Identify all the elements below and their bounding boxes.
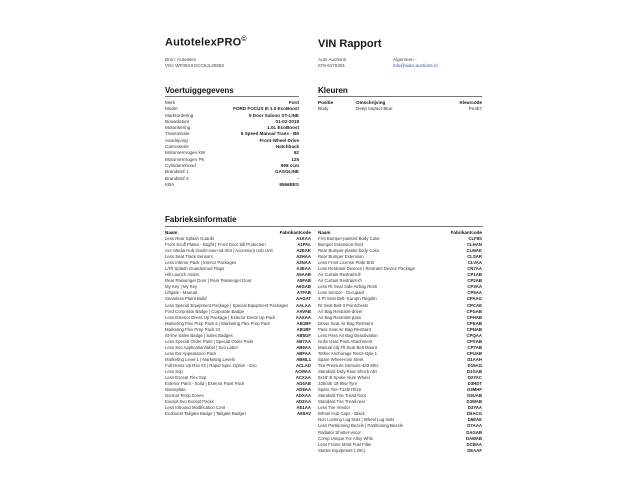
- factory-row-label: Spare Wheel-mini Steel: [318, 356, 364, 362]
- factory-row-label: Frnt Bumper-painted Body Color: [318, 236, 380, 241]
- factory-row-value: CPCAE: [466, 302, 482, 308]
- factory-row-label: Tire Pressure Sensors-433 Mhz: [318, 362, 379, 368]
- factory-row-label: Normal Temp Zones: [165, 393, 204, 399]
- factory-row-label: Rear Bumper Extension: [318, 254, 364, 260]
- vehicle-row-value: Front-Wheel Drive: [259, 137, 299, 143]
- factory-row-value: AAXAA: [295, 314, 311, 320]
- colors-col-description: Omschrijving: [356, 100, 386, 105]
- factory-row-label: Less Partitioning Bezels | Partitioning Bezels: [318, 423, 403, 429]
- factory-row-label: Ford Corporate Badge | Corporate Badge: [165, 308, 244, 314]
- factory-row-value: CP5AA: [467, 290, 482, 296]
- factory-row-label: Marketing Level 1 | Marketing Levels: [165, 356, 235, 362]
- factory-row-label: Manual Adj Flt Seat Belt Mount: [318, 344, 377, 350]
- factory-row-label: Air Bag Restraint-driver: [318, 308, 363, 314]
- factory-row-value: CLHAN: [466, 242, 482, 248]
- factory-row-label: Spare Tire-T125/70/16: [318, 387, 361, 393]
- factory-left-column: [165, 230, 311, 417]
- vehicle-row-label: Aandrijving: [165, 137, 188, 143]
- factory-row-value: CLVAA: [467, 260, 482, 266]
- vehicle-row-value: FORD FOCUS III 1.0 EcoBoost: [233, 106, 299, 112]
- vehicle-row-value: 125: [291, 156, 299, 162]
- factory-row-label: Less Front License Plate Brkt: [318, 260, 375, 266]
- factory-row-value: A5FAB: [296, 278, 311, 284]
- factory-row-label: Comp Unique For Alloy Whls: [318, 435, 373, 441]
- vehicle-row-value: 8566BES: [279, 181, 299, 187]
- brand-text: AutotelexPRO: [165, 36, 242, 49]
- vehicle-row-label: Motorvermogen kW: [165, 150, 206, 156]
- vehicle-row-label: KBA: [165, 181, 175, 187]
- factory-row-label: Less Pass Air Bag Deactivation: [318, 332, 378, 338]
- vehicle-row-value: Ford: [288, 100, 299, 105]
- factory-row-label: Except Svo Except Packs: [165, 399, 214, 405]
- factory-row-value: A5AAB: [296, 272, 311, 278]
- vehicle-row-label: Cylinderinhoud: [165, 162, 196, 168]
- vehicle-row-label: Merk: [165, 100, 176, 105]
- factory-row-value: D3UAB: [467, 393, 482, 399]
- factory-row-label: Less Exterior Dress Up Package | Exterior Dress Up Pack: [165, 314, 276, 320]
- factory-row-value: A1KAA: [296, 236, 311, 241]
- factory-row-value: AD4AB: [296, 381, 311, 387]
- factory-row-label: Pass Seat Air Bag Restraint: [318, 326, 372, 332]
- factory-row-value: CPNAB: [466, 326, 482, 332]
- factory-row-value: A3EAA: [296, 266, 311, 272]
- vehicle-row-value: 1.0L EcoBoost: [267, 125, 299, 131]
- colors-col-position: Positie: [318, 100, 334, 105]
- factory-row-label: Less Seat Track Sensors: [165, 254, 213, 260]
- factory-right-col-name: Naam: [318, 230, 331, 235]
- factory-row-value: D1GAB: [466, 369, 482, 375]
- vehicle-row-label: Brandstof 2: [165, 175, 189, 181]
- factory-row-value: A6GAB: [295, 284, 311, 290]
- factory-row-label: Non Locking Lug Nuts | Wheel Lug Nuts: [318, 417, 395, 423]
- factory-left-list: [165, 236, 311, 417]
- factory-row-value: CN7AA: [467, 266, 482, 272]
- factory-row-label: St-line Sales Badge | Sales Badges: [165, 332, 233, 338]
- factory-row-label: Less Svo Application/label | Svo Label: [165, 344, 238, 350]
- company-phone: 078-6176361: [318, 63, 346, 68]
- factory-row-value: DCBAA: [466, 441, 482, 447]
- factory-row-label: Exterior Paint - Solid | Exterior Paint Pack: [165, 381, 245, 387]
- factory-row-label: Rr Seat Belt-3 Pointchests: [318, 302, 369, 308]
- factory-row-label: Air Curtain Restraint-lh: [318, 272, 362, 278]
- factory-row: [165, 411, 311, 417]
- factory-row-value: CLMAK: [466, 248, 482, 254]
- vehicle-row-label: Brandstof 1: [165, 169, 189, 175]
- vehicle-row-label: Motorvermogen PK: [165, 156, 205, 162]
- factory-row-value: A1PAL: [297, 242, 311, 248]
- factory-row-label: Less Sensor - Occupant: [318, 290, 365, 296]
- factory-row-value: AB7AA: [296, 338, 311, 344]
- factory-row-label: Tether Anchorage Restr-style 1: [318, 350, 377, 356]
- factory-row-value: CPQAA: [466, 332, 482, 338]
- factory-right-list: [318, 236, 482, 454]
- vehicle-row-value: 998 ccm: [280, 162, 299, 168]
- factory-row-label: Less Special Order Paint | Special Order Paint: [165, 338, 254, 344]
- factory-row-value: DEAAF: [467, 447, 482, 453]
- vehicle-divider: [165, 96, 299, 97]
- vehicle-row-value: -: [297, 175, 299, 181]
- factory-row-value: D5EAE: [467, 417, 482, 423]
- factory-row-label: Bumper Extension-front: [318, 242, 364, 248]
- factory-row-label: 8x18' B Spoke Alum Wheel: [318, 375, 370, 381]
- factory-row-label: Seamless Plaint Build: [165, 296, 207, 302]
- factory-row-value: D3WAB: [466, 399, 482, 405]
- general-email[interactable]: info@auto-auctions.nl: [393, 63, 438, 68]
- factory-row-label: Hill Launch Assist: [165, 272, 199, 278]
- factory-row-label: Less Special Equipment Package | Special Equipment Packages: [165, 302, 289, 308]
- factory-row-label: Less Except Flex Svp: [165, 375, 207, 381]
- vehicle-row-label: Transmissie: [165, 131, 190, 137]
- factory-row-label: Marketing Flex Prep Pack 24: [165, 326, 221, 332]
- color-description: Deep Impact Blue: [356, 106, 393, 111]
- factory-row-value: D1AAH: [467, 356, 482, 362]
- factory-row-value: A2EAK: [296, 248, 311, 254]
- color-position: Body: [318, 106, 329, 111]
- factory-right-column: [318, 230, 482, 454]
- factory-row-label: Isofix Hard Point Attachment: [318, 338, 373, 344]
- vehicle-row-value: 5 Door Saloon ST-LINE: [248, 112, 299, 118]
- factory-row-value: D7AAA: [467, 423, 482, 429]
- colors-section-title: Kleuren: [318, 86, 348, 95]
- factory-row-value: AAVAB: [296, 308, 311, 314]
- factory-row-label: Rear Passenger Door | Rear Passenger Door: [165, 278, 252, 284]
- general-label: Algemeen -: [393, 57, 417, 62]
- factory-row-label: Nameplate: [165, 387, 186, 393]
- factory-row-value: CLSAR: [467, 254, 482, 260]
- vehicle-section-title: Voertuiggegevens: [165, 86, 234, 95]
- factory-row-value: D3YAA: [467, 405, 482, 411]
- factory-row-label: Standard Tire Tread-front: [318, 393, 367, 399]
- factory-row-label: Less Inbound Modification Cent: [165, 405, 226, 411]
- factory-row-label: Acc Media Hub 2xusb+aux+sd Slot | Accessory Usb Unit: [165, 248, 273, 254]
- factory-row: [318, 448, 482, 454]
- report-title: VIN Rapport: [318, 38, 382, 50]
- factory-row-value: A2HAA: [296, 254, 311, 260]
- factory-row-value: ACXAA: [295, 375, 311, 381]
- factory-row-label: Driver Seat Air Bag Restraint: [318, 320, 373, 326]
- colors-table: [318, 100, 482, 112]
- factory-row-value: AAGAT: [296, 296, 311, 302]
- factory-row-label: Wheel Hub Caps - Black: [318, 411, 365, 417]
- vehicle-row-value: 6 Speed Manual Trans - B6: [240, 131, 299, 137]
- factory-row-label: Less Ext Appearance Pack: [165, 350, 217, 356]
- factory-row-value: A2NAA: [296, 260, 311, 266]
- factory-row-label: Less Restraint Devices | Restraint Device Package: [318, 266, 415, 272]
- factory-row-label: Front Scuff Plates - Bright | Front Door Sill Protection: [165, 242, 266, 248]
- vehicle-row-value: Hatchback: [275, 144, 299, 150]
- brand-mark: ©: [241, 36, 247, 43]
- factory-row-value: AB1BF: [296, 320, 311, 326]
- company-name: Auto Auctions: [318, 57, 347, 62]
- factory-row-value: CPGAB: [466, 308, 482, 314]
- vehicle-data-list: [165, 100, 299, 188]
- vin-label: VIN: WF05XXGCC5JL30553: [165, 63, 224, 68]
- factory-row-label: Full Dress Up Rso #2 | Rapid Spec Option - Eso: [165, 362, 257, 368]
- vehicle-row: [165, 182, 299, 188]
- factory-left-col-code: Fabrikantcode: [279, 230, 311, 235]
- factory-row-value: D5ACG: [466, 411, 482, 417]
- factory-row-value: ABML1: [296, 356, 311, 362]
- factory-row-label: Ecoboost Tailgate Badge | Tailgate Badges: [165, 411, 247, 417]
- vehicle-row-label: Model: [165, 106, 178, 112]
- factory-row-label: L/Flt Splash Guards/mud Flaps: [165, 266, 225, 272]
- vehicle-row-label: Marktordering: [165, 112, 194, 118]
- factory-section-title: Fabrieksinformatie: [165, 215, 237, 224]
- factory-row-value: ADXAA: [295, 393, 311, 399]
- vehicle-row-value: GASOLINE: [275, 169, 299, 175]
- factory-row-label: My Key | My Key: [165, 284, 198, 290]
- factory-row-label: Less Interior Pack | Interior Packages: [165, 260, 237, 266]
- factory-row-label: Less Svp: [165, 369, 183, 375]
- factory-row-value: CP1AB: [467, 272, 482, 278]
- factory-row-value: CPHAB: [466, 314, 482, 320]
- vehicle-row-value: 92: [293, 150, 299, 156]
- vehicle-row-label: Carrosserie: [165, 144, 189, 150]
- factory-row-value: CP3AA: [467, 284, 482, 290]
- factory-row-value: ACLAD: [295, 362, 311, 368]
- factory-row-label: Less Rr Seat Side Airbag Restr: [318, 284, 378, 290]
- factory-row-value: AE1AA: [296, 405, 311, 411]
- factory-row-label: 3 Pt Seat Belt- Europn Regultn: [318, 296, 377, 302]
- factory-row-value: D3HDT: [467, 381, 482, 387]
- factory-row-value: CP2AB: [467, 278, 482, 284]
- colors-row: [318, 106, 482, 112]
- factory-row-value: CPAAG: [466, 296, 482, 302]
- factory-row-value: AD8AA: [296, 387, 311, 393]
- vehicle-row-label: Motorisering: [165, 125, 191, 131]
- factory-row-label: Starter Equipment (-29c): [318, 447, 366, 453]
- factory-row-value: AB1BF: [296, 326, 311, 332]
- factory-row-label: Less Frame Mntd Fuel Filter: [318, 441, 372, 447]
- factory-row-label: Radiator Shutter-vscor: [318, 429, 361, 435]
- factory-row-value: AALAA: [295, 302, 311, 308]
- factory-row-value: ABFAA: [296, 350, 311, 356]
- factory-row-value: D19AG: [467, 362, 482, 368]
- factory-row-value: CPSAB: [466, 338, 482, 344]
- factory-row-label: Marketing Flex Prep Pack 6 | Marketing Flex Prep Pack: [165, 320, 271, 326]
- factory-row-value: D3MHF: [467, 387, 482, 393]
- factory-row-value: ADZAA: [295, 399, 311, 405]
- factory-row-value: DAGAB: [466, 429, 482, 435]
- factory-row-value: A7FAB: [296, 290, 311, 296]
- vehicle-row-label: Bouwdatum: [165, 118, 190, 124]
- factory-row-value: DAWAB: [466, 435, 482, 441]
- factory-row-label: Less Tire Vendor: [318, 405, 351, 411]
- factory-row-label: Air Bag Restraint-pass: [318, 314, 361, 320]
- factory-right-col-code: Fabrikantcode: [450, 230, 482, 235]
- factory-row-value: AE8AV: [296, 411, 311, 417]
- factory-row-label: Less Rear Splash Guards: [165, 236, 215, 241]
- color-code: Pn4b7: [468, 106, 482, 111]
- factory-row-value: D2YAC: [467, 375, 482, 381]
- factory-row-value: CPTAB: [467, 344, 482, 350]
- factory-left-col-name: Naam: [165, 230, 178, 235]
- colors-col-code: Kleurcode: [459, 100, 482, 105]
- factory-row-label: Liftgate - Manual: [165, 290, 198, 296]
- factory-row-value: AB9AA: [296, 344, 311, 350]
- factory-row-label: Air Curtain Restraint-rh: [318, 278, 362, 284]
- factory-row-value: CLF8S: [468, 236, 482, 241]
- factory-row-value: CPUAB: [466, 350, 482, 356]
- brand-title: [165, 36, 247, 49]
- factory-row-value: ACMAA: [295, 369, 311, 375]
- factory-row-label: Standard Duty Rear Shock Abs: [318, 369, 378, 375]
- source-label: Bron: Autotelex: [165, 57, 197, 62]
- colors-divider: [318, 96, 482, 97]
- factory-divider: [165, 226, 483, 227]
- factory-row-label: Rear Bumper-plastic-body Color: [318, 248, 380, 254]
- factory-row-label: 235/40r 18 95w Tyre: [318, 381, 358, 387]
- factory-row-label: Standard Tire Tread-rear: [318, 399, 366, 405]
- factory-row-value: AB5GF: [296, 332, 311, 338]
- factory-row-value: CPKAB: [466, 320, 482, 326]
- vehicle-row-value: 01-02-2018: [275, 118, 299, 124]
